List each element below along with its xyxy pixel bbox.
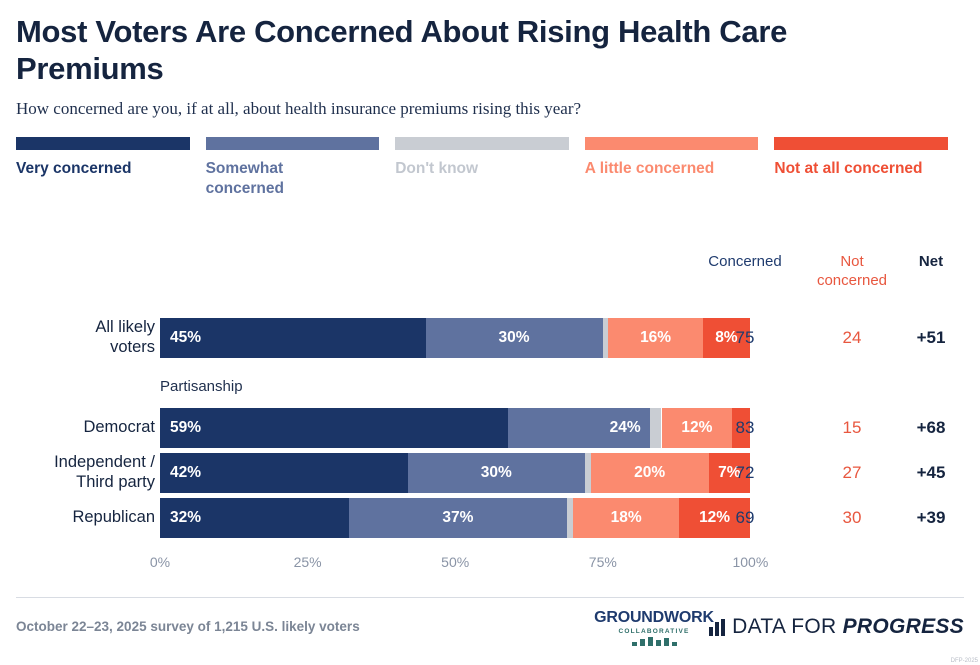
bar-group-independent-third-party — [160, 453, 750, 493]
chart-row-democrat — [0, 408, 980, 448]
legend-swatch-dont-know — [395, 137, 569, 150]
footer-divider — [16, 597, 964, 598]
value-not-concerned: 30 — [842, 508, 862, 527]
value-concerned: 75 — [735, 328, 755, 347]
value-concerned: 83 — [735, 418, 755, 437]
segment-very-concerned: 32% — [160, 498, 349, 538]
legend-label-somewhat-concerned: Somewhat concerned — [205, 160, 284, 197]
segment-not-at-all-concerned: 12% — [679, 498, 750, 538]
stacked-bar-chart — [0, 300, 980, 590]
chart-row-all-likely-voters — [0, 318, 980, 358]
groundwork-logo-subtitle: COLLABORATIVE — [618, 628, 690, 635]
legend-label-dont-know: Don't know — [395, 160, 479, 178]
bar-group-democrat — [160, 408, 750, 448]
axis-tick-100: 100% — [732, 554, 769, 570]
groundwork-collaborative-logo — [594, 609, 714, 646]
column-header-not-concerned-line2: concerned — [816, 272, 888, 290]
groundwork-logo-name: GROUNDWORK — [594, 609, 714, 626]
summary-column-headers — [0, 252, 980, 300]
chart-row-independent-third-party — [0, 453, 980, 493]
segment-somewhat-concerned: 37% — [349, 498, 567, 538]
page-title: Most Voters Are Concerned About Rising Health Care Premiums — [16, 14, 788, 86]
value-net: +51 — [916, 328, 946, 347]
row-label-line2: Third party — [76, 473, 155, 491]
row-label-line1: All likely — [95, 318, 155, 337]
value-net: +45 — [916, 463, 946, 482]
column-header-net: Net — [918, 253, 944, 270]
bar-group-all-likely-voters — [160, 318, 750, 358]
segment-somewhat-concerned: 30% — [426, 318, 603, 358]
legend-item-dont-know — [395, 137, 585, 199]
axis-tick-25: 25% — [293, 554, 322, 570]
column-header-not-concerned — [806, 252, 898, 290]
row-label-line1: Independent / — [54, 453, 155, 472]
legend-item-a-little-concerned — [585, 137, 775, 199]
legend-label-a-little-concerned: A little concerned — [584, 160, 715, 178]
legend-label-not-at-all-concerned: Not at all concerned — [774, 160, 923, 178]
bar-group-republican — [160, 498, 750, 538]
segment-a-little-concerned: 18% — [573, 498, 679, 538]
column-header-not-concerned-line1: Not — [840, 253, 864, 270]
row-label-independent-third-party — [10, 453, 155, 493]
corner-watermark: DFP-2025 — [950, 658, 978, 664]
legend-item-not-at-all-concerned — [774, 137, 964, 199]
legend-swatch-very-concerned — [16, 137, 190, 150]
segment-a-little-concerned: 12% — [662, 408, 733, 448]
footer — [0, 597, 980, 665]
value-not-concerned: 27 — [842, 463, 862, 482]
legend-item-very-concerned — [16, 137, 206, 199]
data-for-progress-logo — [709, 615, 964, 639]
segment-very-concerned: 59% — [160, 408, 508, 448]
segment-dont-know — [650, 408, 662, 448]
value-concerned: 72 — [735, 463, 755, 482]
axis-tick-0: 0% — [149, 554, 171, 570]
legend-swatch-somewhat-concerned — [206, 137, 380, 150]
value-not-concerned: 24 — [842, 328, 862, 347]
segment-very-concerned: 42% — [160, 453, 408, 493]
row-label-line2: voters — [110, 338, 155, 356]
segment-a-little-concerned: 20% — [591, 453, 709, 493]
row-label-all-likely-voters — [10, 318, 155, 358]
segment-very-concerned: 45% — [160, 318, 426, 358]
group-label-partisanship: Partisanship — [160, 378, 243, 395]
bar-chart-icon — [709, 619, 725, 636]
legend — [16, 137, 964, 199]
axis-tick-75: 75% — [588, 554, 617, 570]
segment-somewhat-concerned: 30% — [408, 453, 585, 493]
legend-label-very-concerned: Very concerned — [16, 160, 132, 178]
segment-a-little-concerned: 16% — [608, 318, 702, 358]
row-label-republican: Republican — [72, 508, 155, 527]
row-label-democrat: Democrat — [83, 418, 155, 437]
dfp-logo-text — [732, 615, 964, 639]
dfp-logo-text-plain: DATA FOR — [732, 615, 843, 638]
value-net: +39 — [916, 508, 946, 527]
segment-somewhat-concerned: 24% — [508, 408, 650, 448]
legend-item-somewhat-concerned — [206, 137, 396, 199]
value-not-concerned: 15 — [842, 418, 862, 437]
value-net: +68 — [916, 418, 946, 437]
legend-swatch-not-at-all-concerned — [774, 137, 948, 150]
value-concerned: 69 — [735, 508, 755, 527]
axis-tick-50: 50% — [441, 554, 470, 570]
segment-not-at-all-concerned: 8% — [703, 318, 750, 358]
x-axis — [149, 554, 769, 576]
dfp-logo-text-emph: PROGRESS — [842, 615, 964, 638]
chart-question: How concerned are you, if at all, about health insurance premiums rising this year? — [16, 99, 582, 119]
groundwork-logo-bars-icon — [594, 637, 714, 646]
legend-swatch-a-little-concerned — [585, 137, 759, 150]
column-header-concerned: Concerned — [708, 253, 782, 270]
segment-not-at-all-concerned: 7% — [709, 453, 750, 493]
chart-row-republican — [0, 498, 980, 538]
source-note: October 22–23, 2025 survey of 1,215 U.S. likely voters — [16, 619, 360, 634]
